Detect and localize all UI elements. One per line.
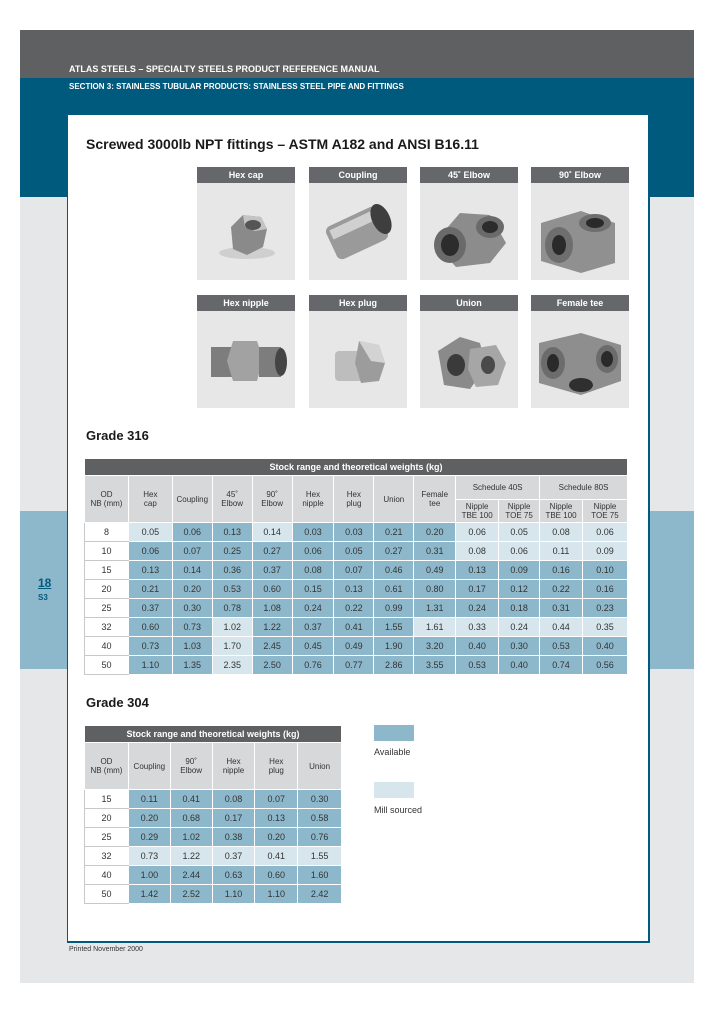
col-od: OD NB (mm) [85,476,129,523]
col-nipple-tbe-40: Nipple TBE 100 [456,499,499,523]
photo-45-elbow [420,167,518,280]
weight-cell: 1.61 [414,618,456,637]
grade-316-heading: Grade 316 [86,428,149,443]
weight-cell: 1.35 [172,656,212,675]
weight-cell: 0.63 [212,866,255,885]
weight-cell: 0.27 [374,542,414,561]
weight-cell: 0.74 [540,656,583,675]
weight-cell: 0.73 [128,637,172,656]
weight-cell: 1.02 [212,618,252,637]
weight-cell: 0.24 [292,599,334,618]
weight-cell: 0.05 [128,523,172,542]
weight-cell: 0.05 [499,523,540,542]
weight-cell: 0.53 [212,580,252,599]
photo-union [420,295,518,408]
weight-cell: 3.20 [414,637,456,656]
table-row [85,790,342,809]
weight-cell: 0.77 [334,656,374,675]
weight-cell: 0.09 [582,542,627,561]
weight-cell: 0.53 [456,656,499,675]
legend-mill-sourced-label: Mill sourced [374,805,423,815]
side-band-left [20,511,68,669]
weight-cell: 0.09 [499,561,540,580]
photo-coupling [309,167,407,280]
col-coupling: Coupling [172,476,212,523]
od-cell: 20 [85,580,129,599]
weight-cell: 0.37 [252,561,292,580]
legend-mill-sourced-swatch [374,782,414,798]
45-elbow-image [420,183,518,280]
weight-cell: 1.22 [252,618,292,637]
od-cell: 32 [85,847,129,866]
weight-cell: 0.76 [292,656,334,675]
od-cell: 40 [85,866,129,885]
legend-available-swatch [374,725,414,741]
weight-cell: 0.30 [172,599,212,618]
table-title: Stock range and theoretical weights (kg) [85,726,342,743]
weight-cell: 1.00 [128,866,170,885]
weight-cell: 0.06 [582,523,627,542]
grade-304-table [84,725,342,904]
section-title: SECTION 3: STAINLESS TUBULAR PRODUCTS: STAINLESS STEEL PIPE AND FITTINGS [69,82,404,91]
weight-cell: 0.35 [582,618,627,637]
weight-cell: 0.44 [540,618,583,637]
weight-cell: 2.35 [212,656,252,675]
weight-cell: 1.03 [172,637,212,656]
weight-cell: 0.22 [540,580,583,599]
weight-cell: 0.58 [298,809,342,828]
page-number: 18 [38,576,52,590]
weight-cell: 0.08 [540,523,583,542]
col-coupling: Coupling [128,743,170,790]
table-row [85,523,628,542]
weight-cell: 0.20 [255,828,298,847]
weight-cell: 0.60 [252,580,292,599]
manual-title: ATLAS STEELS – SPECIALTY STEELS PRODUCT REFERENCE MANUAL [69,64,380,74]
weight-cell: 0.16 [582,580,627,599]
weight-cell: 0.08 [292,561,334,580]
table-row [85,618,628,637]
weight-cell: 0.11 [540,542,583,561]
weight-cell: 0.60 [255,866,298,885]
90-elbow-image [531,183,629,280]
col-hex-nipple: Hex nipple [212,743,255,790]
weight-cell: 1.55 [298,847,342,866]
od-cell: 50 [85,885,129,904]
table-row [85,847,342,866]
weight-cell: 1.31 [414,599,456,618]
coupling-image [309,183,407,280]
weight-cell: 0.13 [128,561,172,580]
od-cell: 8 [85,523,129,542]
od-cell: 20 [85,809,129,828]
table-title: Stock range and theoretical weights (kg) [85,459,628,476]
weight-cell: 0.60 [128,618,172,637]
weight-cell: 0.37 [212,847,255,866]
weight-cell: 0.40 [499,656,540,675]
weight-cell: 0.68 [170,809,212,828]
union-image [420,311,518,408]
weight-cell: 0.41 [255,847,298,866]
weight-cell: 0.46 [374,561,414,580]
weight-cell: 0.30 [499,637,540,656]
weight-cell: 0.29 [128,828,170,847]
weight-cell: 0.06 [292,542,334,561]
weight-cell: 0.06 [499,542,540,561]
weight-cell: 0.13 [212,523,252,542]
col-hex-plug: Hex plug [334,476,374,523]
weight-cell: 0.41 [334,618,374,637]
weight-cell: 1.70 [212,637,252,656]
weight-cell: 0.06 [128,542,172,561]
photo-female-tee [531,295,629,408]
table-row [85,561,628,580]
photo-label: 90˚ Elbow [531,167,629,183]
col-union: Union [298,743,342,790]
weight-cell: 0.20 [128,809,170,828]
weight-cell: 1.10 [128,656,172,675]
weight-cell: 0.20 [172,580,212,599]
weight-cell: 0.11 [128,790,170,809]
weight-cell: 0.10 [582,561,627,580]
weight-cell: 0.78 [212,599,252,618]
col-schedule-80s: Schedule 80S [540,476,628,500]
od-cell: 40 [85,637,129,656]
weight-cell: 1.10 [212,885,255,904]
grade-304-body [85,790,342,904]
weight-cell: 0.08 [456,542,499,561]
table-row [85,580,628,599]
col-schedule-40s: Schedule 40S [456,476,540,500]
weight-cell: 0.61 [374,580,414,599]
hex-cap-image [197,183,295,280]
photo-label: 45˚ Elbow [420,167,518,183]
legend-available-label: Available [374,747,411,757]
female-tee-image [531,311,629,408]
weight-cell: 0.22 [334,599,374,618]
grade-304-heading: Grade 304 [86,695,149,710]
weight-cell: 0.13 [456,561,499,580]
weight-cell: 2.45 [252,637,292,656]
side-band-right [650,511,694,669]
weight-cell: 0.20 [414,523,456,542]
col-od: OD NB (mm) [85,743,129,790]
weight-cell: 0.14 [252,523,292,542]
weight-cell: 0.80 [414,580,456,599]
table-row [85,866,342,885]
table-row [85,599,628,618]
weight-cell: 0.07 [255,790,298,809]
od-cell: 10 [85,542,129,561]
table-row [85,828,342,847]
hex-plug-image [309,311,407,408]
weight-cell: 0.41 [170,790,212,809]
weight-cell: 1.60 [298,866,342,885]
weight-cell: 0.16 [540,561,583,580]
weight-cell: 0.07 [172,542,212,561]
weight-cell: 1.42 [128,885,170,904]
weight-cell: 0.30 [298,790,342,809]
weight-cell: 0.56 [582,656,627,675]
weight-cell: 0.06 [456,523,499,542]
weight-cell: 0.45 [292,637,334,656]
weight-cell: 0.14 [172,561,212,580]
photo-hex-cap [197,167,295,280]
photo-hex-plug [309,295,407,408]
weight-cell: 0.06 [172,523,212,542]
weight-cell: 0.27 [252,542,292,561]
weight-cell: 0.24 [456,599,499,618]
col-union: Union [374,476,414,523]
col-hex-plug: Hex plug [255,743,298,790]
col-nipple-toe-80: Nipple TOE 75 [582,499,627,523]
col-90-elbow: 90˚ Elbow [170,743,212,790]
col-nipple-toe-40: Nipple TOE 75 [499,499,540,523]
col-hex-nipple: Hex nipple [292,476,334,523]
weight-cell: 1.22 [170,847,212,866]
col-nipple-tbe-80: Nipple TBE 100 [540,499,583,523]
weight-cell: 0.49 [334,637,374,656]
weight-cell: 2.50 [252,656,292,675]
weight-cell: 0.53 [540,637,583,656]
table-row [85,809,342,828]
photo-label: Hex plug [309,295,407,311]
weight-cell: 0.12 [499,580,540,599]
weight-cell: 0.36 [212,561,252,580]
weight-cell: 0.03 [292,523,334,542]
weight-cell: 0.08 [212,790,255,809]
weight-cell: 0.03 [334,523,374,542]
photo-label: Hex nipple [197,295,295,311]
od-cell: 25 [85,599,129,618]
table-row [85,885,342,904]
weight-cell: 0.40 [456,637,499,656]
weight-cell: 0.33 [456,618,499,637]
grade-316-body [85,523,628,675]
weight-cell: 0.15 [292,580,334,599]
table-row [85,637,628,656]
weight-cell: 1.10 [255,885,298,904]
od-cell: 50 [85,656,129,675]
page-title: Screwed 3000lb NPT fittings – ASTM A182 and ANSI B16.11 [86,136,479,152]
weight-cell: 0.13 [334,580,374,599]
photo-label: Coupling [309,167,407,183]
weight-cell: 0.21 [374,523,414,542]
weight-cell: 0.24 [499,618,540,637]
photo-label: Union [420,295,518,311]
weight-cell: 0.37 [128,599,172,618]
weight-cell: 2.86 [374,656,414,675]
weight-cell: 2.44 [170,866,212,885]
col-45-elbow: 45˚ Elbow [212,476,252,523]
weight-cell: 0.25 [212,542,252,561]
weight-cell: 1.90 [374,637,414,656]
weight-cell: 1.08 [252,599,292,618]
od-cell: 32 [85,618,129,637]
photo-hex-nipple [197,295,295,408]
weight-cell: 0.17 [456,580,499,599]
weight-cell: 0.17 [212,809,255,828]
weight-cell: 2.42 [298,885,342,904]
hex-nipple-image [197,311,295,408]
weight-cell: 0.99 [374,599,414,618]
table-row [85,542,628,561]
od-cell: 15 [85,561,129,580]
weight-cell: 3.55 [414,656,456,675]
weight-cell: 0.31 [414,542,456,561]
footer-printed-date: Printed November 2000 [69,946,143,953]
weight-cell: 0.76 [298,828,342,847]
photo-90-elbow [531,167,629,280]
weight-cell: 1.55 [374,618,414,637]
weight-cell: 0.18 [499,599,540,618]
grade-316-table [84,458,628,675]
od-cell: 25 [85,828,129,847]
photo-label: Female tee [531,295,629,311]
weight-cell: 0.21 [128,580,172,599]
weight-cell: 0.73 [172,618,212,637]
weight-cell: 2.52 [170,885,212,904]
page-section: S3 [38,593,48,602]
weight-cell: 0.31 [540,599,583,618]
col-hex-cap: Hex cap [128,476,172,523]
table-row [85,656,628,675]
photo-label: Hex cap [197,167,295,183]
weight-cell: 1.02 [170,828,212,847]
weight-cell: 0.49 [414,561,456,580]
weight-cell: 0.37 [292,618,334,637]
weight-cell: 0.07 [334,561,374,580]
weight-cell: 0.38 [212,828,255,847]
weight-cell: 0.13 [255,809,298,828]
weight-cell: 0.05 [334,542,374,561]
od-cell: 15 [85,790,129,809]
col-female-tee: Female tee [414,476,456,523]
col-90-elbow: 90˚ Elbow [252,476,292,523]
weight-cell: 0.73 [128,847,170,866]
weight-cell: 0.40 [582,637,627,656]
weight-cell: 0.23 [582,599,627,618]
